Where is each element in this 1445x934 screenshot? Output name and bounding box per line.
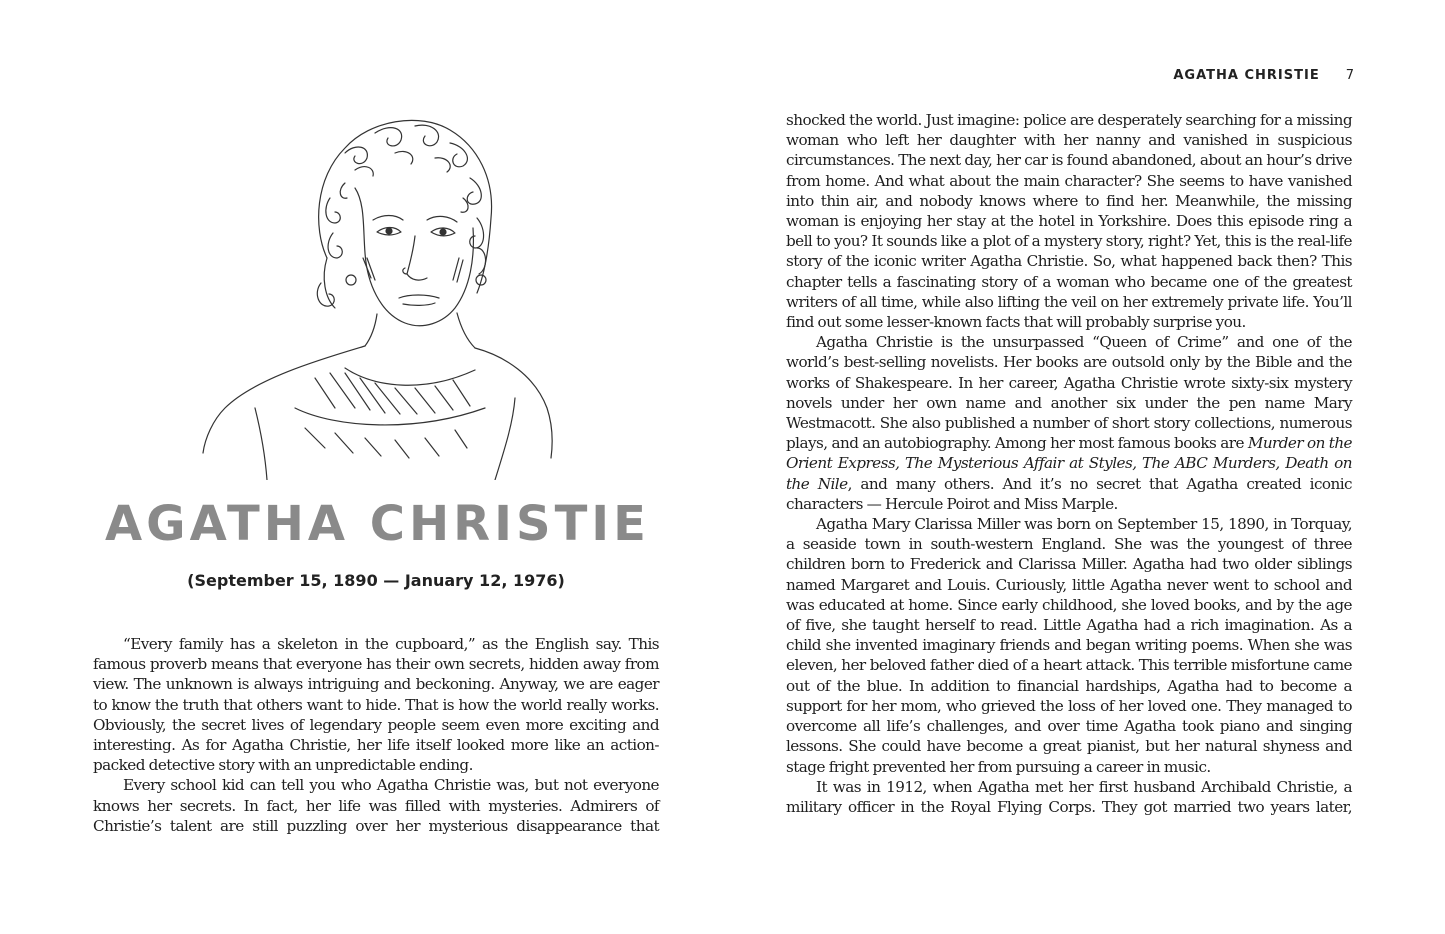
paragraph: Agatha Mary Clarissa Miller was born on September 15, 1890, in Torquay, a seaside town in south-western England. She was the youngest of three children born to Frederick and Clarissa Miller. Agatha had two older siblings named Margaret and Louis. Curiously, little Agatha never went to school and was educated at home. Since early childhood, she loved books, and by the age of five, she taught herself to read. Little Agatha had a rich imagination. As a child she invented imaginary friends and began writing poems. When she was eleven, her beloved father died of a heart attack. This terrible misfortune came out of the blue. In addition to financial hardships, Agatha had to become a support for her mom, who grieved the loss of her loved one. They managed to overcome all life’s challenges, and over time Agatha took piano and singing lessons. She could have become a great pianist, but her natural shyness and stage fright prevented her from pursuing a career in music. — [786, 515, 1352, 776]
left-body-text — [93, 634, 659, 836]
paragraph: “Every family has a skeleton in the cupboard,” as the English say. This famous proverb means that everyone has their own secrets, hidden away from view. The unknown is always intriguing and beckoning. Anyway, we are eager to know the truth that others want to hide. That is how the world really works. Obviously, the secret lives of legendary people seem even more exciting and interesting. As for Agatha Christie, her life itself looked more like an action-packed detective story with an unpredictable ending. — [93, 635, 659, 775]
running-head-title: AGATHA CHRISTIE — [1173, 68, 1320, 83]
paragraph: Every school kid can tell you who Agatha Christie was, but not everyone knows her secrets. In fact, her life was filled with mysteries. Admirers of Christie’s talent are still puzzling over her mysterious disappearance that — [93, 776, 659, 835]
paragraph: shocked the world. Just imagine: police are desperately searching for a missing woman who left her daughter with her nanny and vanished in suspicious circumstances. The next day, her car is found abandoned, about an hour’s drive from home. And what about the main character? She seems to have vanished into thin air, and nobody knows where to find her. Meanwhile, the missing woman is enjoying her stay at the hotel in Yorkshire. Does this episode ring a bell to you? It sounds like a plot of a mystery story, right? Yet, this is the real-life story of the iconic writer Agatha Christie. So, what happened back then? This chapter tells a fascinating story of a woman who became one of the greatest writers of all time, while also lifting the veil on her extremely private life. You’ll find out some lesser-known facts that will probably surprise you. — [786, 111, 1352, 332]
chapter-dates: (September 15, 1890 — January 12, 1976) — [187, 571, 565, 590]
right-body-text — [786, 110, 1352, 817]
agatha-christie-portrait-illustration — [195, 108, 557, 480]
paragraph-text: , and many others. And it’s no secret that Agatha created iconic characters — Hercule Poirot and Miss Marple. — [786, 474, 1353, 513]
paragraph-text: Agatha Christie is the unsurpassed “Queen of Crime” and one of the world’s best-selling novelists. Her books are outsold only by the Bible and the works of Shakespeare. In her career, Agatha Christie wrote sixty-six mystery novels under her own name and another six under the pen name Mary Westmacott. She also published a number of short story collections, numerous plays, and an autobiography. Among her most famous books are — [786, 333, 1352, 453]
right-page — [722, 0, 1445, 934]
paragraph: It was in 1912, when Agatha met her first husband Archibald Christie, a military officer in the Royal Flying Corps. They got married two years later, — [786, 777, 1352, 816]
left-page — [0, 0, 722, 934]
running-head — [1173, 68, 1354, 83]
book-titles: Murder on the Orient Express, The Mysterious Affair at Styles, The ABC Murders, Death on the Nile — [786, 434, 1352, 493]
chapter-title: AGATHA CHRISTIE — [105, 496, 650, 552]
page-number: 7 — [1345, 68, 1354, 83]
paragraph — [786, 332, 1352, 514]
